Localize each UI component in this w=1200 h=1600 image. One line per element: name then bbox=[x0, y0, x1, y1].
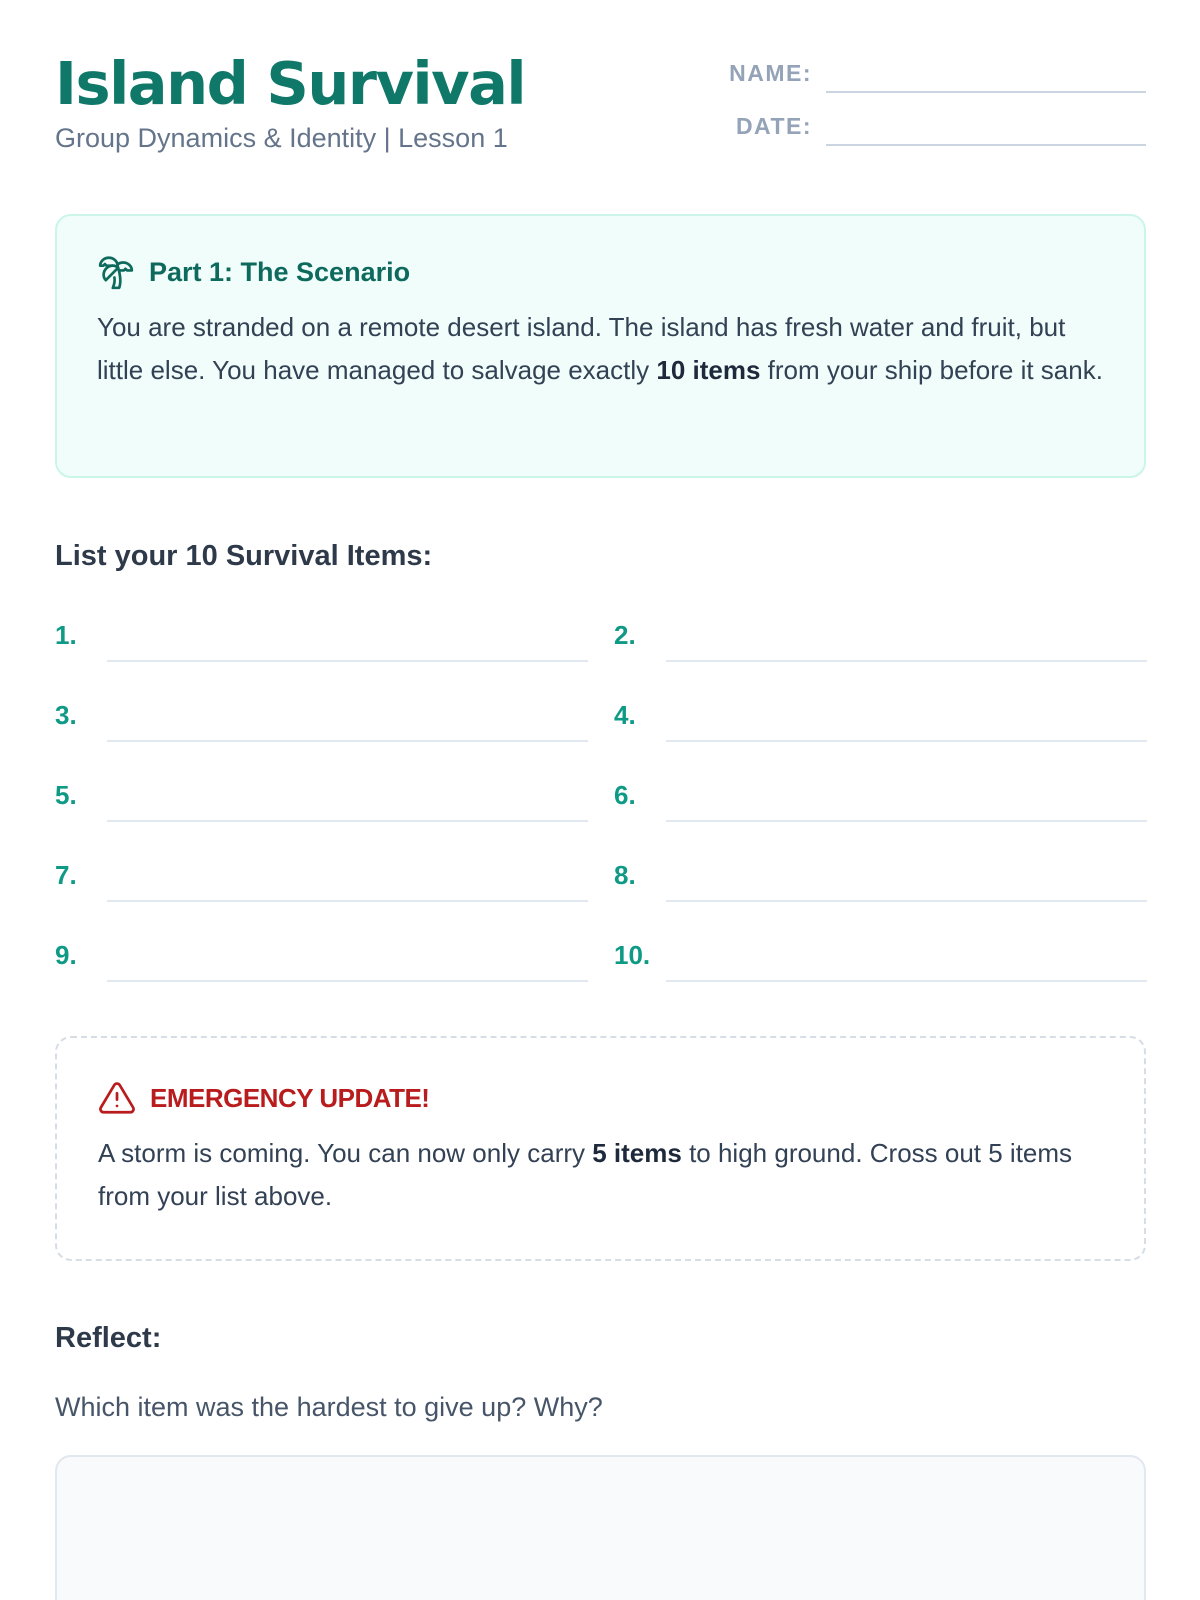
emergency-text-end: to high ground. Cross out 5 items from your list above. bbox=[98, 1138, 1073, 1211]
emergency-text-start: A storm is coming. You can now only carry bbox=[98, 1138, 593, 1168]
item-answer-line[interactable] bbox=[107, 980, 588, 982]
reflect-question: Which item was the hardest to give up? Why? bbox=[55, 1392, 603, 1422]
survival-item-3[interactable] bbox=[55, 700, 590, 750]
item-number: 7. bbox=[55, 860, 77, 890]
survival-item-6[interactable] bbox=[614, 780, 1149, 830]
item-answer-line[interactable] bbox=[666, 900, 1147, 902]
name-field[interactable] bbox=[731, 54, 1146, 94]
page-subtitle: Group Dynamics & Identity | Lesson 1 bbox=[55, 123, 508, 153]
survival-item-4[interactable] bbox=[614, 700, 1149, 750]
worksheet-header bbox=[55, 49, 1145, 174]
emergency-text bbox=[98, 1132, 1103, 1218]
item-answer-line[interactable] bbox=[107, 820, 588, 822]
date-line[interactable] bbox=[826, 144, 1146, 146]
scenario-heading bbox=[97, 252, 1104, 292]
item-number: 4. bbox=[614, 700, 636, 730]
item-number: 1. bbox=[55, 620, 77, 650]
scenario-text-end: from your ship before it sank. bbox=[760, 355, 1103, 385]
item-number: 2. bbox=[614, 620, 636, 650]
emergency-box bbox=[55, 1036, 1146, 1261]
survival-item-1[interactable] bbox=[55, 620, 590, 670]
item-answer-line[interactable] bbox=[666, 740, 1147, 742]
emergency-heading bbox=[98, 1078, 1103, 1118]
palm-tree-icon bbox=[97, 253, 135, 291]
scenario-text-emphasis: 10 items bbox=[656, 355, 761, 385]
item-answer-line[interactable] bbox=[107, 900, 588, 902]
warning-triangle-icon bbox=[98, 1079, 136, 1117]
reflect-heading: Reflect: bbox=[55, 1322, 162, 1354]
emergency-text-emphasis: 5 items bbox=[592, 1138, 682, 1168]
survival-item-7[interactable] bbox=[55, 860, 590, 910]
survival-item-8[interactable] bbox=[614, 860, 1149, 910]
name-label: NAME: bbox=[729, 60, 812, 86]
scenario-text bbox=[97, 306, 1104, 392]
item-answer-line[interactable] bbox=[666, 980, 1147, 982]
name-line[interactable] bbox=[826, 91, 1146, 93]
reflect-answer-box[interactable] bbox=[55, 1455, 1146, 1600]
item-number: 3. bbox=[55, 700, 77, 730]
item-number: 5. bbox=[55, 780, 77, 810]
scenario-box bbox=[55, 214, 1146, 478]
item-number: 9. bbox=[55, 940, 77, 970]
item-number: 6. bbox=[614, 780, 636, 810]
item-number: 8. bbox=[614, 860, 636, 890]
survival-item-9[interactable] bbox=[55, 940, 590, 990]
survival-list-heading: List your 10 Survival Items: bbox=[55, 540, 433, 572]
survival-item-10[interactable] bbox=[614, 940, 1149, 990]
item-answer-line[interactable] bbox=[107, 740, 588, 742]
item-answer-line[interactable] bbox=[666, 660, 1147, 662]
scenario-text-start: You are stranded on a remote desert island. The island has fresh water and fruit, but little else. You have managed to salvage exactly bbox=[97, 312, 1066, 385]
date-label: DATE: bbox=[735, 113, 812, 139]
survival-item-2[interactable] bbox=[614, 620, 1149, 670]
item-answer-line[interactable] bbox=[666, 820, 1147, 822]
item-number: 10. bbox=[614, 940, 651, 970]
page-title: Island Survival bbox=[55, 49, 526, 118]
emergency-title: EMERGENCY UPDATE! bbox=[150, 1082, 430, 1113]
date-field[interactable] bbox=[731, 107, 1146, 147]
item-answer-line[interactable] bbox=[107, 660, 588, 662]
scenario-title: Part 1: The Scenario bbox=[149, 256, 411, 287]
survival-item-5[interactable] bbox=[55, 780, 590, 830]
